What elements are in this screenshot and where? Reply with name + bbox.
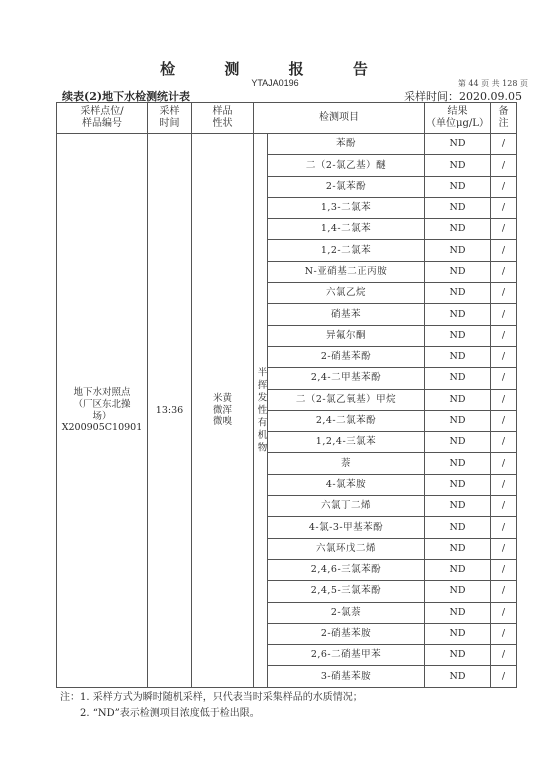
result-cell: ND: [425, 559, 491, 580]
test-item-cell: 苯酚: [268, 134, 425, 155]
test-item-cell: 1,4-二氯苯: [268, 219, 425, 240]
remark-cell: /: [491, 261, 517, 282]
report-code: YTAJA0196: [251, 78, 299, 88]
test-item-cell: 2,4,5-三氯苯酚: [268, 581, 425, 602]
sampling-time-cell: 13:36: [148, 134, 192, 688]
remark-cell: /: [491, 389, 517, 410]
test-item-cell: 1,2,4-三氯苯: [268, 432, 425, 453]
test-item-cell: 2-硝基苯胺: [268, 623, 425, 644]
test-item-cell: 六氯乙烷: [268, 283, 425, 304]
test-item-cell: 1,3-二氯苯: [268, 197, 425, 218]
header-sample-character: 样品 性状: [192, 103, 254, 134]
result-cell: ND: [425, 666, 491, 688]
table-row: [57, 134, 517, 155]
remark-cell: /: [491, 346, 517, 367]
result-cell: ND: [425, 623, 491, 644]
result-cell: ND: [425, 197, 491, 218]
header-test-item: 检测项目: [254, 103, 425, 134]
remark-cell: /: [491, 453, 517, 474]
remark-cell: /: [491, 368, 517, 389]
remark-cell: /: [491, 304, 517, 325]
test-item-cell: 4-氯苯胺: [268, 474, 425, 495]
test-item-cell: 异氟尔酮: [268, 325, 425, 346]
remark-cell: /: [491, 474, 517, 495]
result-cell: ND: [425, 389, 491, 410]
result-cell: ND: [425, 517, 491, 538]
remark-cell: /: [491, 134, 517, 155]
result-cell: ND: [425, 304, 491, 325]
result-cell: ND: [425, 368, 491, 389]
sampling-point-cell: 地下水对照点 （厂区东北操 场） X200905C10901: [57, 134, 148, 688]
category-label: 半挥发性有机物: [255, 366, 267, 455]
test-item-cell: 1,2-二氯苯: [268, 240, 425, 261]
remark-cell: /: [491, 240, 517, 261]
remark-cell: /: [491, 496, 517, 517]
test-item-cell: N-亚硝基二正丙胺: [268, 261, 425, 282]
result-cell: ND: [425, 432, 491, 453]
result-cell: ND: [425, 240, 491, 261]
result-cell: ND: [425, 219, 491, 240]
test-item-cell: 六氯环戊二烯: [268, 538, 425, 559]
remark-cell: /: [491, 602, 517, 623]
test-item-cell: 六氯丁二烯: [268, 496, 425, 517]
remark-cell: /: [491, 325, 517, 346]
result-cell: ND: [425, 261, 491, 282]
remark-cell: /: [491, 666, 517, 688]
remark-cell: /: [491, 283, 517, 304]
result-cell: ND: [425, 496, 491, 517]
header-remark: 备 注: [491, 103, 517, 134]
remark-cell: /: [491, 559, 517, 580]
note-2: 2. “ND”表示检测项目浓度低于检出限。: [80, 708, 260, 719]
remark-cell: /: [491, 538, 517, 559]
remark-cell: /: [491, 517, 517, 538]
test-item-cell: 2,4-二氯苯酚: [268, 410, 425, 431]
test-item-cell: 2,4-二甲基苯酚: [268, 368, 425, 389]
test-item-cell: 硝基苯: [268, 304, 425, 325]
note-1: 注：1. 采样方式为瞬时随机采样，只代表当时采集样品的水质情况；: [60, 692, 363, 703]
header-sampling-point: 采样点位/ 样品编号: [57, 103, 148, 134]
result-cell: ND: [425, 176, 491, 197]
test-item-cell: 萘: [268, 453, 425, 474]
sampling-date: 采样时间：2020.09.05: [404, 90, 522, 103]
test-item-cell: 4-氯-3-甲基苯酚: [268, 517, 425, 538]
result-cell: ND: [425, 410, 491, 431]
result-cell: ND: [425, 645, 491, 666]
sample-character-cell: 米黄 微浑 微嗅: [192, 134, 254, 688]
remark-cell: /: [491, 581, 517, 602]
header-result: 结果 （单位μg/L）: [425, 103, 491, 134]
remark-cell: /: [491, 197, 517, 218]
remark-cell: /: [491, 155, 517, 176]
table-body: [57, 134, 517, 688]
test-item-cell: 2,4,6-三氯苯酚: [268, 559, 425, 580]
result-cell: ND: [425, 134, 491, 155]
test-item-cell: 二（2-氯乙氧基）甲烷: [268, 389, 425, 410]
result-cell: ND: [425, 602, 491, 623]
test-item-cell: 2,6-二硝基甲苯: [268, 645, 425, 666]
remark-cell: /: [491, 645, 517, 666]
header-row: [57, 103, 517, 134]
result-cell: ND: [425, 453, 491, 474]
test-item-cell: 2-硝基苯酚: [268, 346, 425, 367]
test-item-cell: 二（2-氯乙基）醚: [268, 155, 425, 176]
test-item-cell: 2-氯萘: [268, 602, 425, 623]
header-sampling-time: 采样 时间: [148, 103, 192, 134]
report-title: 检 测 报 告: [160, 60, 390, 78]
category-cell: [254, 134, 268, 688]
result-cell: ND: [425, 346, 491, 367]
result-cell: ND: [425, 538, 491, 559]
remark-cell: /: [491, 219, 517, 240]
result-cell: ND: [425, 283, 491, 304]
remark-cell: /: [491, 432, 517, 453]
page-number: 第 44 页 共 128 页: [457, 79, 528, 88]
remark-cell: /: [491, 623, 517, 644]
remark-cell: /: [491, 410, 517, 431]
notes: [60, 690, 363, 722]
result-cell: ND: [425, 581, 491, 602]
result-cell: ND: [425, 325, 491, 346]
remark-cell: /: [491, 176, 517, 197]
result-cell: ND: [425, 155, 491, 176]
table-title: 续表(2)地下水检测统计表: [62, 90, 191, 103]
results-table: [56, 102, 517, 688]
test-item-cell: 2-氯苯酚: [268, 176, 425, 197]
result-cell: ND: [425, 474, 491, 495]
test-item-cell: 3-硝基苯胺: [268, 666, 425, 688]
